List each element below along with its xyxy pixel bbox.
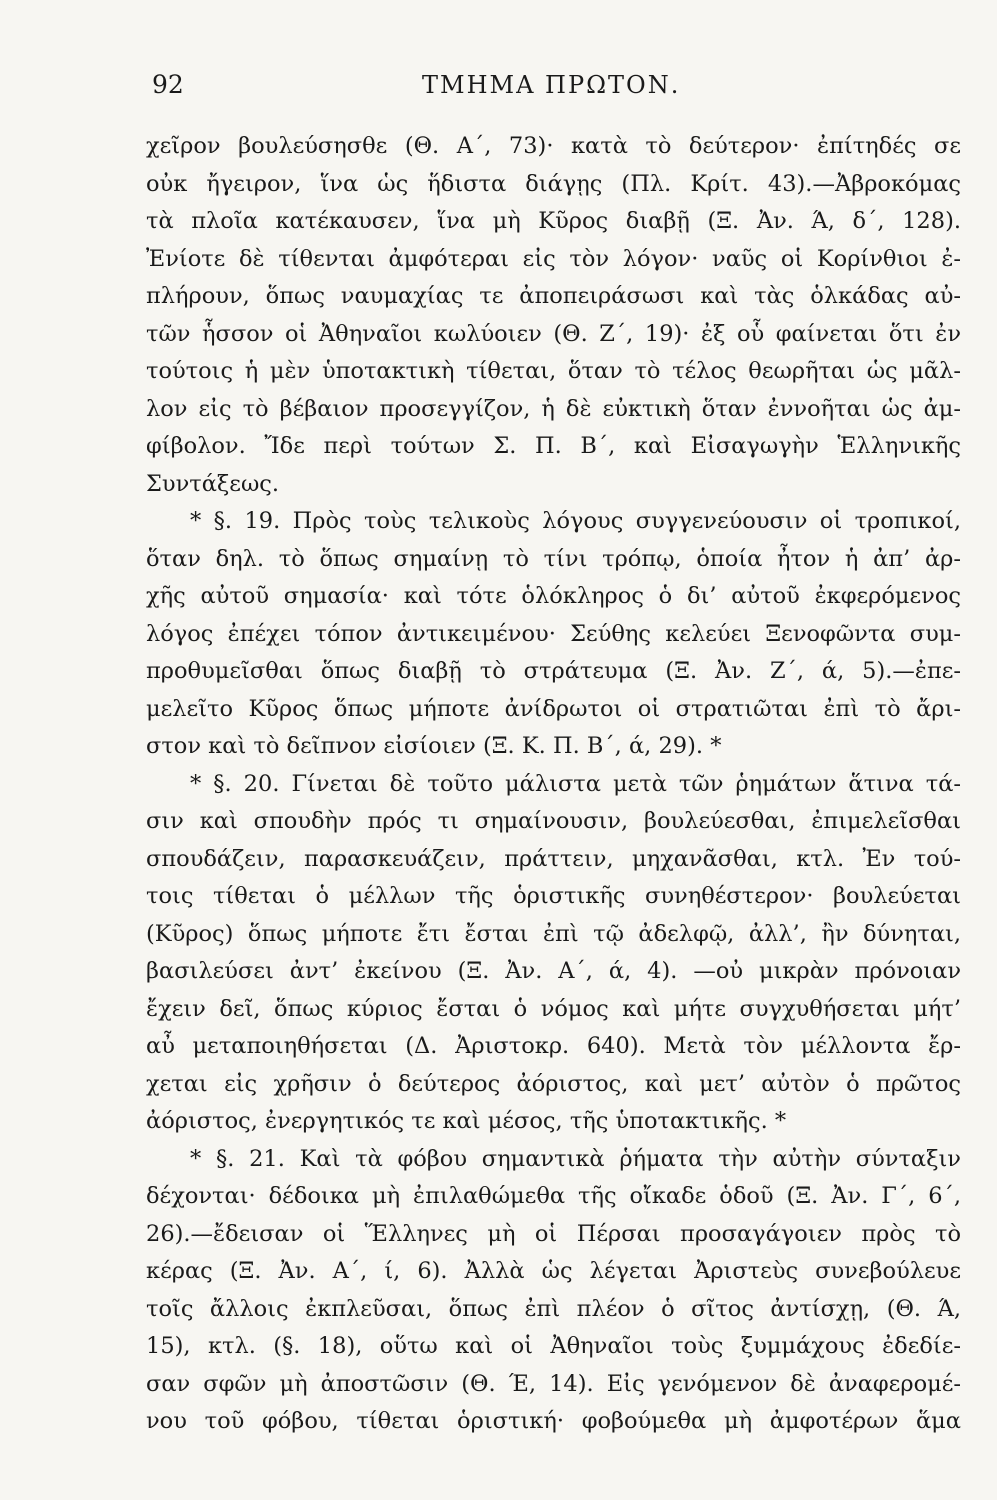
section-21-start: * §. 21. Καὶ τὰ φόβου σημαντικὰ ῥήματα τὴν αὐτὴν σύνταξιν [190, 1145, 961, 1172]
text-line: τῶν ἧσσον οἱ Ἀθηναῖοι κωλύοιεν (Θ. Ζ΄, 19)· ἐξ οὗ φαίνεται ὅτι ἐν [146, 320, 961, 347]
body-text [146, 128, 961, 1441]
text-line: δέχονται· δέδοικα μὴ ἐπιλαθώμεθα τῆς οἴκαδε ὁδοῦ (Ξ. Ἀν. Γ΄, 6΄, [146, 1183, 961, 1209]
text-line: ὅταν δηλ. τὸ ὅπως σημαίνῃ τὸ τίνι τρόπῳ, ὁποία ἦτον ἡ ἀπ’ ἀρ- [146, 545, 961, 572]
text-line: Συντάξεως. [146, 470, 280, 497]
text-line: Ἐνίοτε δὲ τίθενται ἀμφότεραι εἰς τὸν λόγον· ναῦς οἱ Κορίνθιοι ἐ- [146, 245, 961, 272]
text-line: λον εἰς τὸ βέβαιον προσεγγίζον, ἡ δὲ εὐκτικὴ ὅταν ἐννοῆται ὡς ἀμ- [146, 395, 961, 422]
section-20-start: * §. 20. Γίνεται δὲ τοῦτο μάλιστα μετὰ τῶν ῥημάτων ἅτινα τά- [190, 770, 961, 797]
text-line: (Κῦρος) ὅπως μήποτε ἔτι ἔσται ἐπὶ τῷ ἀδελφῷ, ἀλλ’, ἢν δύνηται, [146, 920, 961, 947]
text-line: 15), κτλ. (§. 18), οὕτω καὶ οἱ Ἀθηναῖοι τοὺς ξυμμάχους ἐδεδίε- [146, 1333, 961, 1359]
page-header [152, 70, 941, 114]
text-line: φίβολον. Ἴδε περὶ τούτων Σ. Π. Β΄, καὶ Εἰσαγωγὴν Ἑλληνικῆς [146, 433, 961, 459]
text-line: χῆς αὐτοῦ σημασία· καὶ τότε ὁλόκληρος ὁ δι’ αὐτοῦ ἐκφερόμενος [146, 583, 961, 609]
text-line: χεῖρον βουλεύσησθε (Θ. Α΄, 73)· κατὰ τὸ δεύτερον· ἐπίτηδές σε [146, 133, 961, 159]
text-line: προθυμεῖσθαι ὅπως διαβῇ τὸ στράτευμα (Ξ. Ἀν. Ζ΄, ά, 5).—ἐπε- [146, 658, 961, 684]
text-line: σιν καὶ σπουδὴν πρός τι σημαίνουσιν, βουλεύεσθαι, ἐπιμελεῖσθαι [146, 808, 961, 834]
section-19-start: * §. 19. Πρὸς τοὺς τελικοὺς λόγους συγγενεύουσιν οἱ τροπικοί, [190, 508, 961, 534]
text-line: νου τοῦ φόβου, τίθεται ὁριστική· φοβούμεθα μὴ ἀμφοτέρων ἅμα [146, 1408, 961, 1434]
text-line: ἀόριστος, ἐνεργητικός τε καὶ μέσος, τῆς ὑποτακτικῆς. * [146, 1108, 787, 1134]
text-line: στον καὶ τὸ δεῖπνον εἰσίοιεν (Ξ. Κ. Π. Β΄, ά, 29). * [146, 733, 722, 759]
text-line: τοῖς ἄλλοις ἐκπλεῦσαι, ὅπως ἐπὶ πλέον ὁ σῖτος ἀντίσχῃ, (Θ. Ά, [146, 1295, 961, 1322]
text-line: αὖ μεταποιηθήσεται (Δ. Ἀριστοκρ. 640). Μετὰ τὸν μέλλοντα ἔρ- [146, 1033, 961, 1059]
text-line: τὰ πλοῖα κατέκαυσεν, ἵνα μὴ Κῦρος διαβῇ (Ξ. Ἀν. Ά, δ΄, 128). [146, 208, 961, 234]
running-title: ΤΜΗΜΑ ΠΡΩΤΟΝ. [422, 71, 681, 99]
text-line: χεται εἰς χρῆσιν ὁ δεύτερος ἀόριστος, καὶ μετ’ αὐτὸν ὁ πρῶτος [146, 1070, 961, 1097]
text-line: βασιλεύσει ἀντ’ ἐκείνου (Ξ. Ἀν. Α΄, ά, 4). —οὐ μικρὰν πρόνοιαν [146, 958, 961, 984]
text-line: ἔχειν δεῖ, ὅπως κύριος ἔσται ὁ νόμος καὶ μήτε συγχυθήσεται μήτ’ [146, 995, 961, 1022]
text-line: μελεῖτο Κῦρος ὅπως μήποτε ἀνίδρωτοι οἱ στρατιῶται ἐπὶ τὸ ἄρι- [146, 695, 961, 722]
text-line: τούτοις ἡ μὲν ὑποτακτικὴ τίθεται, ὅταν τὸ τέλος θεωρῆται ὡς μᾶλ- [146, 358, 961, 384]
text-line: λόγος ἐπέχει τόπον ἀντικειμένου· Σεύθης κελεύει Ξενοφῶντα συμ- [146, 620, 961, 647]
text-line: σπουδάζειν, παρασκευάζειν, πράττειν, μηχανᾶσθαι, κτλ. Ἐν τού- [146, 845, 961, 872]
text-line: κέρας (Ξ. Ἀν. Α΄, ί, 6). Ἀλλὰ ὡς λέγεται Ἀριστεὺς συνεβούλευε [146, 1258, 961, 1284]
text-line: οὐκ ἤγειρον, ἵνα ὡς ἥδιστα διάγῃς (Πλ. Κρίτ. 43).—Ἀβροκόμας [146, 170, 961, 197]
text-line: σαν σφῶν μὴ ἀποστῶσιν (Θ. Έ, 14). Εἰς γενόμενον δὲ ἀναφερομέ- [146, 1370, 961, 1397]
text-line: τοις τίθεται ὁ μέλλων τῆς ὁριστικῆς συνηθέστερον· βουλεύεται [146, 883, 961, 909]
page-number: 92 [152, 70, 184, 99]
text-line: πλήρουν, ὅπως ναυμαχίας τε ἀποπειράσωσι καὶ τὰς ὁλκάδας αὐ- [146, 283, 961, 309]
text-line: 26).—ἔδεισαν οἱ Ἕλληνες μὴ οἱ Πέρσαι προσαγάγοιεν πρὸς τὸ [146, 1220, 961, 1247]
